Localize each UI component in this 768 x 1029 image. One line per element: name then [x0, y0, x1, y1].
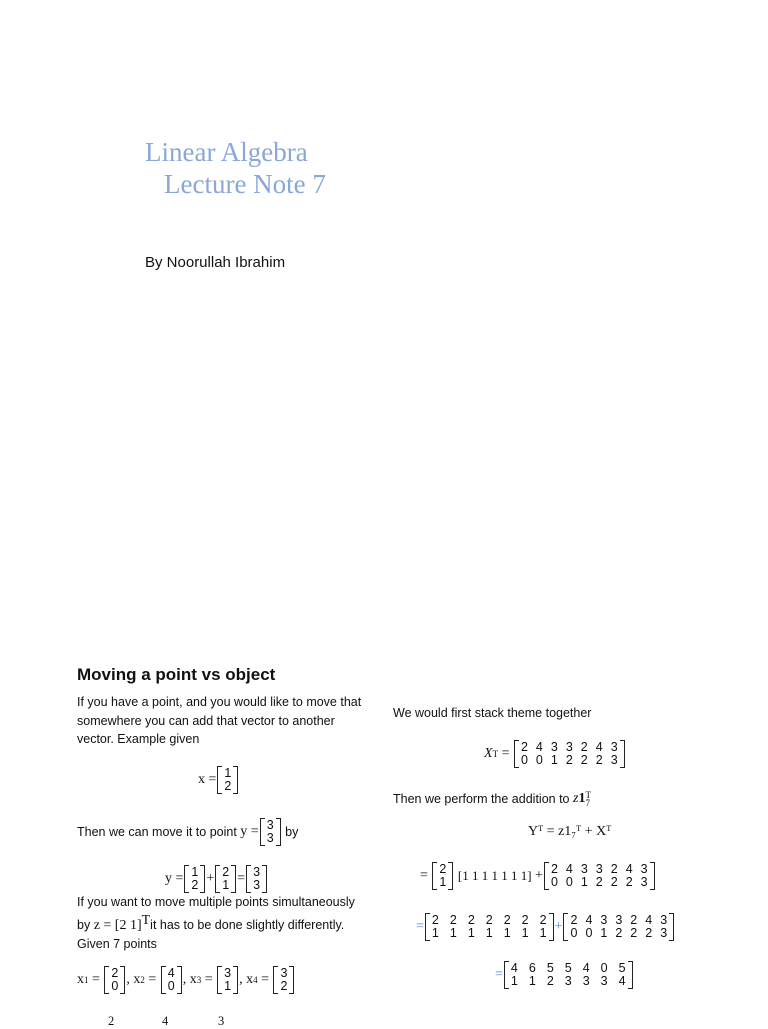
matrix-cell: 1	[528, 974, 536, 988]
matrix-cell: 6	[528, 961, 536, 975]
paragraph-3	[77, 893, 377, 954]
matrix-cell: 2	[565, 753, 573, 767]
step1-xt-matrix	[544, 862, 655, 890]
paragraph-2	[77, 818, 298, 846]
z-broadcast-matrix	[425, 913, 554, 941]
y-vec-b	[215, 865, 236, 893]
matrix-cell: 2	[503, 913, 511, 927]
step2-xt-matrix	[563, 913, 674, 941]
cell: 2	[191, 878, 199, 892]
point-1: x 1 = 2 0 ,	[77, 966, 134, 993]
p2-column-vector	[260, 818, 281, 846]
label: x	[246, 972, 254, 987]
right-paragraph-1: We would first stack theme together	[393, 706, 592, 720]
cell: 2	[111, 966, 119, 980]
matrix-cell: 2	[467, 913, 475, 927]
matrix-cell: 3	[600, 974, 608, 988]
matrix-cell: 3	[640, 862, 648, 876]
cell: 3	[266, 831, 274, 845]
matrix-cell: 3	[564, 974, 572, 988]
matrix-cell: 1	[550, 753, 558, 767]
title-line-1: Linear Algebra	[145, 137, 308, 167]
right-paragraph-2	[393, 790, 591, 809]
matrix-cell: 4	[565, 862, 573, 876]
matrix-cell: 3	[600, 913, 608, 927]
matrix-cell: 2	[595, 753, 603, 767]
p2-one: 1	[578, 791, 586, 806]
p2-sup: T	[585, 790, 591, 801]
plus: +	[206, 871, 215, 886]
point-3: x 3 = 3 1 ,	[189, 966, 247, 993]
p2-text: Then we perform the addition to	[393, 792, 570, 806]
paragraph-1	[77, 693, 377, 749]
matrix-cell: 2	[630, 926, 638, 940]
cell: 1	[222, 878, 230, 892]
matrix-cell: 2	[546, 974, 554, 988]
cell: 3	[224, 966, 232, 980]
matrix-cell: 1	[510, 974, 518, 988]
p3-zvec: [2 1]	[114, 917, 142, 933]
sub: 3	[196, 975, 202, 985]
cell: 1	[224, 979, 232, 993]
plus: +	[554, 919, 563, 934]
matrix-cell: 3	[580, 862, 588, 876]
cell: 0	[111, 979, 119, 993]
result	[495, 961, 634, 989]
paragraph-1-line-1: If you have a point, and you would like to move that	[77, 695, 362, 709]
p2-sub: 7	[585, 798, 590, 809]
p3-line-3: Given 7 points	[77, 937, 157, 952]
matrix-cell: 1	[449, 926, 457, 940]
cell: 2	[222, 865, 230, 879]
label: x	[77, 972, 84, 987]
cell: 2	[224, 779, 232, 793]
matrix-cell: 5	[564, 961, 572, 975]
matrix-cell: 3	[660, 913, 668, 927]
y-eq-lhs: y =	[165, 871, 184, 886]
equals: =	[420, 868, 428, 883]
matrix-cell: 1	[521, 926, 529, 940]
yt-equation: Yᵀ = z1₇ᵀ + Xᵀ	[528, 824, 612, 839]
cell: 3	[253, 865, 261, 879]
matrix-cell: 2	[630, 913, 638, 927]
matrix-cell: 1	[503, 926, 511, 940]
y-vec-a	[184, 865, 205, 893]
p3-T: T	[141, 912, 151, 928]
step-2	[416, 913, 675, 941]
matrix-cell: 1	[431, 926, 439, 940]
points-row	[77, 966, 295, 994]
label: x	[189, 972, 197, 987]
xt-matrix	[514, 740, 625, 768]
step-1	[420, 862, 656, 890]
p2-y: y =	[240, 823, 259, 839]
matrix-cell: 2	[615, 926, 623, 940]
matrix-cell: 4	[625, 862, 633, 876]
cell: 3	[280, 966, 288, 980]
p3-by: by	[77, 917, 91, 932]
y-vec-c	[246, 865, 267, 893]
p3-post: it has to be done slightly differently.	[150, 917, 345, 932]
matrix-cell: 5	[618, 961, 626, 975]
point-4: x 4 = 3 2	[246, 966, 295, 994]
matrix-cell: 2	[610, 862, 618, 876]
matrix-cell: 3	[640, 875, 648, 889]
matrix-cell: 3	[610, 740, 618, 754]
points-partial-2: 4	[162, 1014, 169, 1028]
x-column-vector	[217, 766, 238, 794]
author: By Noorullah Ibrahim	[145, 254, 286, 271]
z-vector	[432, 862, 453, 890]
xt-sup: T	[492, 749, 499, 759]
matrix-cell: 3	[565, 740, 573, 754]
sub: 1	[84, 975, 89, 985]
matrix-cell: 2	[521, 913, 529, 927]
sub: 2	[140, 975, 145, 985]
p3-line-2	[77, 912, 377, 936]
cell: 1	[224, 766, 232, 780]
section-heading: Moving a point vs object	[77, 665, 276, 684]
x-eq-lhs: x =	[198, 772, 217, 787]
matrix-cell: 0	[550, 875, 558, 889]
matrix-cell: 4	[510, 961, 518, 975]
cell: 1	[439, 875, 447, 889]
p2-by: by	[285, 824, 299, 839]
x-equation	[198, 766, 239, 794]
matrix-cell: 4	[595, 740, 603, 754]
cell: 0	[167, 979, 175, 993]
matrix-cell: 2	[570, 913, 578, 927]
p3-line-1: If you want to move multiple points simultaneously	[77, 895, 355, 909]
matrix-cell: 2	[520, 740, 528, 754]
matrix-cell: 2	[580, 740, 588, 754]
ones-row: [1 1 1 1 1 1 1]	[457, 868, 532, 883]
matrix-cell: 1	[467, 926, 475, 940]
matrix-cell: 3	[610, 753, 618, 767]
sub: 4	[253, 975, 258, 985]
cell: 3	[253, 878, 261, 892]
matrix-cell: 2	[539, 913, 547, 927]
matrix-cell: 4	[582, 961, 590, 975]
matrix-cell: 0	[570, 926, 578, 940]
equals: =	[495, 967, 503, 982]
matrix-cell: 0	[600, 961, 608, 975]
y-equation	[165, 865, 268, 893]
matrix-cell: 0	[520, 753, 528, 767]
cell: 4	[167, 966, 175, 980]
matrix-cell: 4	[585, 913, 593, 927]
matrix-cell: 1	[539, 926, 547, 940]
matrix-cell: 3	[660, 926, 668, 940]
cell: 2	[439, 862, 447, 876]
matrix-cell: 3	[550, 740, 558, 754]
equals: =	[416, 919, 424, 934]
matrix-cell: 1	[485, 926, 493, 940]
xt-lhs: X	[484, 746, 493, 761]
matrix-cell: 2	[625, 875, 633, 889]
equals: =	[237, 871, 246, 886]
matrix-cell: 2	[645, 926, 653, 940]
matrix-cell: 2	[595, 875, 603, 889]
matrix-cell: 2	[610, 875, 618, 889]
plus: +	[535, 868, 543, 883]
points-partial-3: 3	[218, 1014, 225, 1028]
result-matrix	[504, 961, 633, 989]
cell: 1	[191, 865, 199, 879]
matrix-cell: 1	[600, 926, 608, 940]
title-line-2: Lecture Note 7	[164, 169, 326, 199]
matrix-cell: 4	[618, 974, 626, 988]
xt-equation: X T = 2 4 3 3 2 4 3 0 0 1 2 2 2 3	[484, 740, 626, 768]
matrix-cell: 5	[546, 961, 554, 975]
cell: 2	[280, 979, 288, 993]
matrix-cell: 2	[449, 913, 457, 927]
matrix-cell: 0	[565, 875, 573, 889]
paragraph-1-line-2: somewhere you can add that vector to another	[77, 713, 335, 728]
matrix-cell: 2	[550, 862, 558, 876]
matrix-cell: 3	[595, 862, 603, 876]
p2-text: Then we can move it to point	[77, 824, 237, 839]
matrix-cell: 2	[431, 913, 439, 927]
label: x	[133, 972, 141, 987]
matrix-cell: 2	[580, 753, 588, 767]
p3-z: z =	[93, 917, 112, 933]
matrix-cell: 4	[645, 913, 653, 927]
matrix-cell: 0	[535, 753, 543, 767]
matrix-cell: 2	[485, 913, 493, 927]
paragraph-1-line-3: vector. Example given	[77, 732, 200, 746]
matrix-cell: 1	[580, 875, 588, 889]
matrix-cell: 3	[615, 913, 623, 927]
points-partial-1: 2	[108, 1014, 115, 1028]
matrix-cell: 3	[582, 974, 590, 988]
p2-z: z	[572, 791, 579, 806]
cell: 3	[266, 818, 274, 832]
matrix-cell: 0	[585, 926, 593, 940]
point-2: x 2 = 4 0 ,	[133, 966, 190, 993]
matrix-cell: 4	[535, 740, 543, 754]
